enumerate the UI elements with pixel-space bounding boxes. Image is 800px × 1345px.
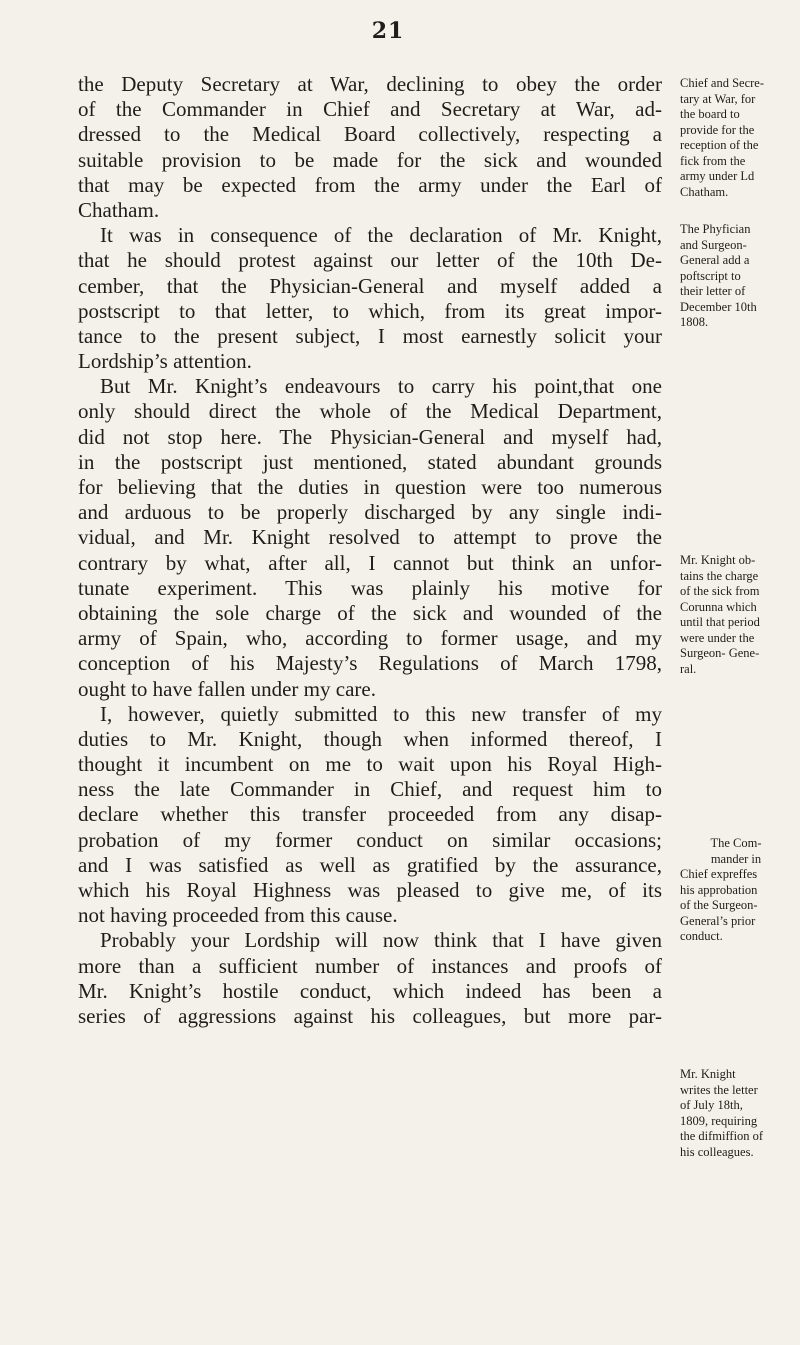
margin-note-line: his approbation [680,882,758,897]
text-line: Chatham. [78,197,160,222]
text-line: Mr. Knight’s hostile conduct, which indeed has been a [78,978,662,1003]
paragraph-start-line: But Mr. Knight’s endeavours to carry his point,that one [100,374,662,399]
margin-note-line: reception of the [680,138,759,152]
text-line: army of Spain, who, according to former usage, and my [78,626,662,651]
margin-note-line: Chief expreffes [680,867,758,881]
text-line: of the Commander in Chief and Secretary at War, ad- [78,97,662,122]
text-line: suitable provision to be made for the sick and wounded [78,147,662,172]
text-line: series of aggressions against his colleagues, but more par- [78,1003,662,1028]
margin-note-line: Mr. Knight [680,1067,736,1081]
margin-note-line: ral. [680,661,697,676]
margin-note-line: writes the letter [680,1082,758,1097]
text-line: in the postscript just mentioned, stated abundant grounds [78,449,662,474]
margin-note-line: Corunna which [680,599,757,614]
text-line: that he should protest against our letter of the 10th De- [78,248,662,273]
margin-note-line: tains the charge [680,568,759,583]
margin-note-line: their letter of [680,284,746,298]
paragraph-start-line: It was in consequence of the declaration of Mr. Knight, [100,223,662,248]
margin-note [680,836,792,945]
margin-note-line: tary at War, for [680,91,756,106]
text-line: ought to have fallen under my care. [78,676,376,701]
text-line: dressed to the Medical Board collectively, respecting a [78,122,662,147]
margin-note-line: army under Ld [680,169,755,183]
text-line: for believing that the duties in question were too numerous [78,475,662,499]
margin-note-line: Chief and Secre- [680,76,764,90]
text-line: conception of his Majesty’s Regulations of March 1798, [78,651,662,676]
margin-note-line: and Surgeon- [680,237,747,252]
margin-note-line: provide for the [680,122,755,137]
margin-note-line: The Com- [710,836,762,850]
text-line: declare whether this transfer proceeded from any disap- [78,802,662,827]
margin-note-line: Surgeon- Gene- [680,646,760,660]
margin-note-line: of the sick from [680,584,760,598]
text-line: more than a sufficient number of instances and proofs of [78,953,662,978]
margin-note-line: until that period [680,615,760,629]
margin-note [680,1067,792,1160]
margin-note-line: General add a [680,253,750,267]
margin-note-line: poftscript to [680,268,741,283]
text-line: Lordship’s attention. [78,349,252,374]
text-line: duties to Mr. Knight, though when informed thereof, I [78,726,662,751]
margin-note-line: of the Surgeon- [680,898,758,912]
text-line: ness the late Commander in Chief, and request him to [78,777,662,802]
page-number: 21 [371,18,405,44]
margin-note-line: his colleagues. [680,1144,754,1159]
text-line: and arduous to be properly discharged by any single indi- [78,500,662,525]
text-line: tunate experiment. This was plainly his motive for [78,575,662,600]
text-line: probation of my former conduct on similar occasions; [78,827,662,852]
margin-note-line: were under the [680,630,755,645]
margin-note-line: conduct. [680,929,723,943]
text-line: tance to the present subject, I most earnestly solicit your [78,323,662,348]
text-line: postscript to that letter, to which, from its great impor- [78,298,662,323]
text-line: thought it incumbent on me to wait upon his Royal High- [78,752,662,777]
margin-note [680,76,792,200]
margin-note-line: Mr. Knight ob- [680,553,756,567]
margin-note-line: General’s prior [680,913,756,928]
margin-note [680,222,792,331]
paragraph-start-line: I, however, quietly submitted to this new transfer of my [100,701,662,726]
margin-note-line: Chatham. [680,184,729,199]
text-line: only should direct the whole of the Medical Department, [78,399,662,424]
margin-note-line: 1808. [680,315,709,329]
margin-note-line: The Phyfician [680,222,751,236]
paragraph-start-line: Probably your Lordship will now think that I have given [100,928,662,953]
margin-note-line: mander in [710,851,762,866]
text-line: that may be expected from the army under the Earl of [78,172,662,197]
text-line: vidual, and Mr. Knight resolved to attempt to prove the [78,525,662,550]
text-line: contrary by what, after all, I cannot but think an unfor- [78,550,662,575]
margin-note-line: fick from the [680,153,746,168]
margin-note-line: the board to [680,107,740,121]
margin-note [680,553,792,677]
text-line: obtaining the sole charge of the sick and wounded of the [78,600,662,625]
text-line: the Deputy Secretary at War, declining to obey the order [78,72,662,96]
margin-note-line: of July 18th, [680,1098,743,1112]
text-line: did not stop here. The Physician-General and myself had, [78,424,662,449]
text-line: cember, that the Physician-General and myself added a [78,273,662,298]
margin-note-line: 1809, requiring [680,1113,758,1128]
margin-note-line: the difmiffion of [680,1129,764,1143]
body-text [78,72,662,1029]
text-line: and I was satisfied as well as gratified by the assurance, [78,852,662,877]
margin-note-line: December 10th [680,299,757,314]
text-line: which his Royal Highness was pleased to give me, of its [78,878,662,902]
text-line: not having proceeded from this cause. [78,903,398,928]
